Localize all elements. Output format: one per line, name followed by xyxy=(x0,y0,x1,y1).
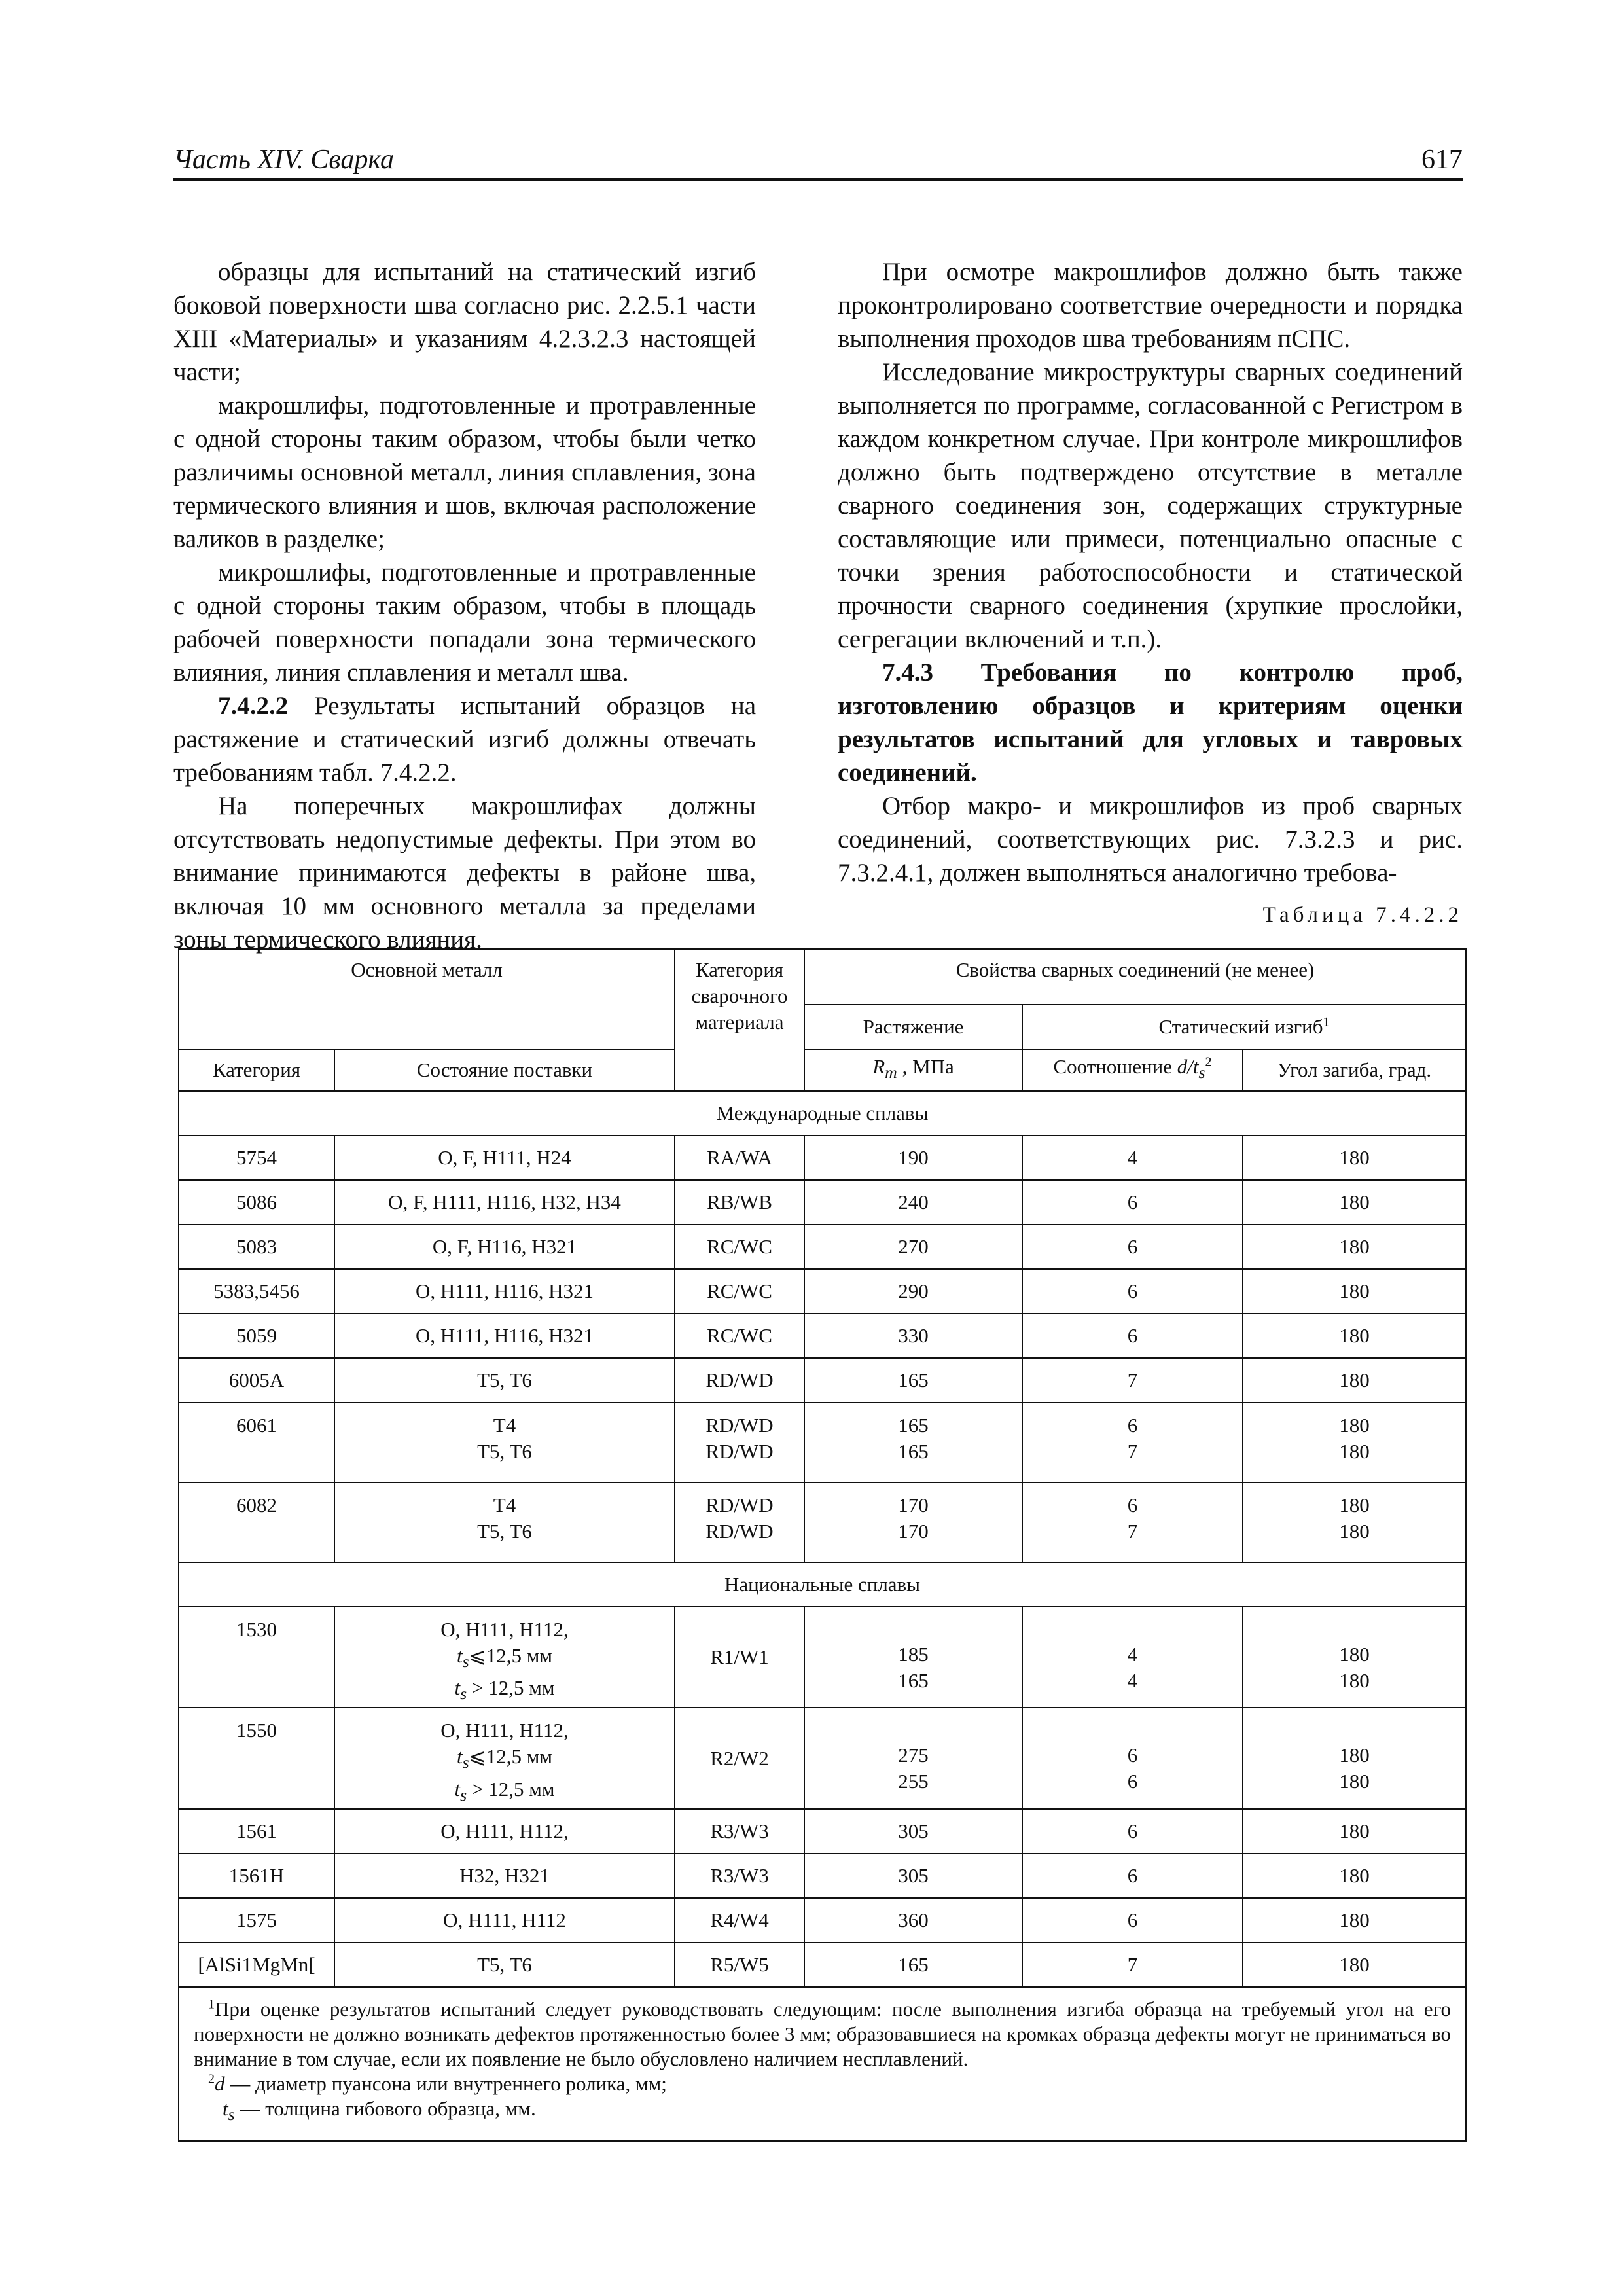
ts-sub: s xyxy=(460,1684,467,1704)
rm-symbol: R xyxy=(872,1055,885,1079)
le-sign: ⩽ xyxy=(469,1745,486,1768)
header-row-1 xyxy=(179,949,1466,1005)
header-rm xyxy=(804,1049,1022,1091)
table-row xyxy=(179,1225,1466,1269)
rm-line-2: 170 xyxy=(898,1520,929,1543)
cell-category: 5086 xyxy=(179,1180,334,1225)
state-line-3 xyxy=(339,1776,670,1808)
cell-filler xyxy=(675,1403,804,1482)
header-base-metal: Основной металл xyxy=(179,949,675,1049)
cell-angle: 180 xyxy=(1243,1225,1466,1269)
rm-unit: , МПа xyxy=(897,1055,954,1079)
rm-line-2: 165 xyxy=(898,1440,929,1463)
properties-table xyxy=(178,948,1467,2142)
state-line-3 xyxy=(339,1675,670,1707)
cell-category: 1561 xyxy=(179,1809,334,1854)
ratio-line-1: 4 xyxy=(1127,1643,1138,1666)
cell-rm: 240 xyxy=(804,1180,1022,1225)
cell-angle xyxy=(1243,1708,1466,1808)
cell-category: 1575 xyxy=(179,1898,334,1943)
cell-angle xyxy=(1243,1482,1466,1562)
table-footnotes xyxy=(179,1987,1466,2141)
footnote-ref-1: 1 xyxy=(1323,1014,1330,1030)
table-row xyxy=(179,1482,1466,1562)
cell-category: 1530 xyxy=(179,1607,334,1708)
header-bend-text: Статический изгиб xyxy=(1158,1014,1323,1038)
footnote-2-symbol: d xyxy=(215,2072,225,2095)
header-filler-category: Категория сварочного материала xyxy=(675,949,804,1091)
cell-angle: 180 xyxy=(1243,1180,1466,1225)
ts-sub: s xyxy=(462,1652,469,1672)
section-international-label: Международные сплавы xyxy=(179,1091,1466,1136)
state-line-2: T5, T6 xyxy=(477,1520,532,1543)
cell-state: O, H111, H112, xyxy=(334,1809,675,1854)
ts-le-value: 12,5 мм xyxy=(486,1745,552,1768)
ts-symbol: t xyxy=(454,1676,461,1700)
cell-angle xyxy=(1243,1607,1466,1708)
cell-state: O, H111, H116, H321 xyxy=(334,1269,675,1314)
rm-line-2: 165 xyxy=(898,1669,929,1692)
angle-line-2: 180 xyxy=(1339,1669,1370,1692)
cell-ratio: 6 xyxy=(1022,1898,1243,1943)
gt-sign: > xyxy=(471,1676,484,1700)
cell-angle: 180 xyxy=(1243,1943,1466,1987)
cell-angle: 180 xyxy=(1243,1136,1466,1180)
left-paragraph-2: макрошлифы, подготовленные и протравленные с одной стороны таким образом, чтобы были четко различимы основной металл, линия сплавления, зона термического влияния и шов, включая расположение валиков в разделке; xyxy=(173,391,756,553)
footnotes-cell xyxy=(179,1987,1466,2141)
section-heading: 7.4.3 Требования по контролю проб, изготовлению образцов и критериям оценки результатов испытаний для угловых и тавровых соединений. xyxy=(838,658,1463,787)
clause-number: 7.4.2.2 xyxy=(218,692,289,720)
header-tension: Растяжение xyxy=(804,1005,1022,1049)
cell-category: 1561H xyxy=(179,1854,334,1898)
cell-filler: R5/W5 xyxy=(675,1943,804,1987)
cell-ratio: 6 xyxy=(1022,1269,1243,1314)
ratio-sub: s xyxy=(1198,1063,1205,1083)
cell-angle: 180 xyxy=(1243,1809,1466,1854)
cell-rm xyxy=(804,1403,1022,1482)
cell-rm: 190 xyxy=(804,1136,1022,1180)
footnote-2 xyxy=(194,2072,1451,2096)
table-row xyxy=(179,1269,1466,1314)
ts-gt-value: 12,5 мм xyxy=(488,1777,555,1801)
rm-line-1: 165 xyxy=(898,1414,929,1437)
ts-sub: s xyxy=(462,1753,469,1772)
cell-filler: RC/WC xyxy=(675,1225,804,1269)
table-row xyxy=(179,1358,1466,1403)
cell-filler: R2/W2 xyxy=(675,1708,804,1808)
cell-rm: 305 xyxy=(804,1809,1022,1854)
state-line-1: T4 xyxy=(493,1414,516,1437)
state-line-1: T4 xyxy=(493,1494,516,1516)
footnote-3-symbol: t xyxy=(223,2096,228,2120)
table-row xyxy=(179,1180,1466,1225)
ratio-line-1: 6 xyxy=(1127,1414,1138,1437)
ratio-line-2: 7 xyxy=(1127,1440,1138,1463)
left-paragraph-4 xyxy=(173,689,756,789)
rm-line-1: 185 xyxy=(898,1643,929,1666)
cell-category: 6005A xyxy=(179,1358,334,1403)
footnote-1-mark: 1 xyxy=(208,1997,215,2012)
state-line-2: T5, T6 xyxy=(477,1440,532,1463)
ts-symbol: t xyxy=(457,1745,463,1768)
ratio-expr: d/t xyxy=(1177,1055,1199,1079)
cell-rm: 165 xyxy=(804,1358,1022,1403)
angle-line-2: 180 xyxy=(1339,1440,1370,1463)
cell-rm: 290 xyxy=(804,1269,1022,1314)
cell-filler: R3/W3 xyxy=(675,1809,804,1854)
cell-ratio: 7 xyxy=(1022,1358,1243,1403)
angle-line-2: 180 xyxy=(1339,1520,1370,1543)
le-sign: ⩽ xyxy=(469,1644,486,1667)
cell-state: O, H111, H116, H321 xyxy=(334,1314,675,1358)
cell-filler: R1/W1 xyxy=(675,1607,804,1708)
cell-state xyxy=(334,1403,675,1482)
cell-category: 6082 xyxy=(179,1482,334,1562)
rm-line-1: 170 xyxy=(898,1494,929,1516)
right-paragraph-1: При осмотре макрошлифов должно быть также проконтролировано соответствие очередности и порядка выполнения проходов шва требованиям пСПС. xyxy=(838,258,1463,353)
cell-filler: RA/WA xyxy=(675,1136,804,1180)
footnote-3-sub: s xyxy=(228,2104,235,2124)
footnote-1-text: При оценке результатов испытаний следует руководствовать следующим: после выполнения изгиба образца на требуемый угол на его поверхности не должно возникать дефектов протяженностью более 3 мм; образовавшиеся на кромках образца дефекты могут не приниматься во внимание в том случае, если их появление не было обусловлено наличием несплавлений. xyxy=(194,1997,1452,2070)
cell-category: 6061 xyxy=(179,1403,334,1482)
state-line-2 xyxy=(339,1643,670,1675)
cell-ratio xyxy=(1022,1482,1243,1562)
cell-rm: 360 xyxy=(804,1898,1022,1943)
table-row xyxy=(179,1314,1466,1358)
table-row xyxy=(179,1708,1466,1808)
table-row xyxy=(179,1943,1466,1987)
header-properties: Свойства сварных соединений (не менее) xyxy=(804,949,1466,1005)
angle-line-1: 180 xyxy=(1339,1744,1370,1767)
footnote-2-text: — диаметр пуансона или внутреннего ролика, мм; xyxy=(224,2072,667,2095)
footnote-1 xyxy=(194,1997,1451,2072)
running-title: Часть XIV. Сварка xyxy=(173,145,394,175)
cell-category: 5083 xyxy=(179,1225,334,1269)
angle-line-1: 180 xyxy=(1339,1643,1370,1666)
state-line-1: O, H111, H112, xyxy=(440,1618,569,1641)
cell-category: 1550 xyxy=(179,1708,334,1808)
cell-filler: RC/WC xyxy=(675,1269,804,1314)
footnote-2-mark: 2 xyxy=(208,2072,215,2087)
filler-line-1: RD/WD xyxy=(705,1494,774,1516)
ratio-line-2: 6 xyxy=(1127,1770,1138,1793)
table-row xyxy=(179,1898,1466,1943)
cell-category: 5059 xyxy=(179,1314,334,1358)
cell-rm: 305 xyxy=(804,1854,1022,1898)
cell-state: T5, T6 xyxy=(334,1358,675,1403)
cell-state: O, F, H111, H116, H32, H34 xyxy=(334,1180,675,1225)
cell-ratio: 6 xyxy=(1022,1225,1243,1269)
header-category: Категория xyxy=(179,1049,334,1091)
footnote-3-text: — толщина гибового образца, мм. xyxy=(234,2096,536,2120)
cell-category: 5754 xyxy=(179,1136,334,1180)
clause-text: Результаты испытаний образцов на растяжение и статический изгиб должны отвечать требованиям табл. 7.4.2.2. xyxy=(173,692,756,787)
cell-state xyxy=(334,1482,675,1562)
cell-ratio: 6 xyxy=(1022,1809,1243,1854)
ratio-label: Соотношение xyxy=(1053,1055,1172,1079)
cell-filler: RD/WD xyxy=(675,1358,804,1403)
cell-filler: R3/W3 xyxy=(675,1854,804,1898)
angle-line-1: 180 xyxy=(1339,1414,1370,1437)
cell-ratio: 4 xyxy=(1022,1136,1243,1180)
cell-rm xyxy=(804,1708,1022,1808)
table-row xyxy=(179,1809,1466,1854)
cell-rm: 270 xyxy=(804,1225,1022,1269)
angle-line-2: 180 xyxy=(1339,1770,1370,1793)
table-row xyxy=(179,1854,1466,1898)
cell-rm xyxy=(804,1607,1022,1708)
cell-filler xyxy=(675,1482,804,1562)
footnote-3 xyxy=(194,2096,1451,2127)
gt-sign: > xyxy=(471,1777,484,1801)
header-ratio xyxy=(1022,1049,1243,1091)
right-column xyxy=(838,255,1463,889)
right-paragraph-2: Исследование микроструктуры сварных соединений выполняется по программе, согласованной с Регистром в каждом конкретном случае. При контроле микрошлифов должно быть подтверждено отсутствие в металле сварного соединения зон, содержащих структурные составляющие или примеси, потенциально опасные с точки зрения работоспособности и статической прочности сварного соединения (хрупкие прослойки, сегрегации включений и т.п.). xyxy=(838,358,1463,653)
ts-le-value: 12,5 мм xyxy=(486,1644,552,1667)
section-international xyxy=(179,1091,1466,1136)
cell-angle: 180 xyxy=(1243,1358,1466,1403)
cell-angle: 180 xyxy=(1243,1854,1466,1898)
cell-ratio xyxy=(1022,1403,1243,1482)
table-row xyxy=(179,1607,1466,1708)
cell-rm: 330 xyxy=(804,1314,1022,1358)
table-caption: Таблица 7.4.2.2 xyxy=(1262,903,1463,927)
cell-filler: RB/WB xyxy=(675,1180,804,1225)
cell-category: [AlSi1MgMn[ xyxy=(179,1943,334,1987)
cell-state xyxy=(334,1708,675,1808)
ts-gt-value: 12,5 мм xyxy=(488,1676,555,1700)
cell-angle: 180 xyxy=(1243,1269,1466,1314)
footnote-ref-2: 2 xyxy=(1205,1055,1212,1070)
cell-state: T5, T6 xyxy=(334,1943,675,1987)
page-number: 617 xyxy=(1421,145,1463,175)
left-paragraph-5: На поперечных макрошлифах должны отсутствовать недопустимые дефекты. При этом во внимание принимаются дефекты в районе шва, включая 10 мм основного металла за пределами зоны термического влияния. xyxy=(173,792,756,954)
cell-ratio xyxy=(1022,1708,1243,1808)
section-national xyxy=(179,1562,1466,1607)
cell-state: H32, H321 xyxy=(334,1854,675,1898)
rm-line-2: 255 xyxy=(898,1770,929,1793)
cell-ratio: 7 xyxy=(1022,1943,1243,1987)
running-header xyxy=(173,139,1463,181)
header-delivery-state: Состояние поставки xyxy=(334,1049,675,1091)
header-bend xyxy=(1022,1005,1466,1049)
cell-filler: RC/WC xyxy=(675,1314,804,1358)
left-paragraph-3: микрошлифы, подготовленные и протравленные с одной стороны таким образом, чтобы в площадь рабочей поверхности попадали зона термического влияния, линия сплавления и металл шва. xyxy=(173,558,756,687)
cell-filler: R4/W4 xyxy=(675,1898,804,1943)
cell-state: O, F, H111, H24 xyxy=(334,1136,675,1180)
cell-category: 5383,5456 xyxy=(179,1269,334,1314)
cell-state xyxy=(334,1607,675,1708)
left-paragraph-1: образцы для испытаний на статический изгиб боковой поверхности шва согласно рис. 2.2.5.1 части XIII «Материалы» и указаниям 4.2.3.2.3 настоящей части; xyxy=(173,258,756,386)
left-column xyxy=(173,255,756,956)
cell-ratio: 6 xyxy=(1022,1314,1243,1358)
cell-ratio xyxy=(1022,1607,1243,1708)
rm-subscript: m xyxy=(885,1063,897,1083)
ts-symbol: t xyxy=(457,1644,463,1667)
cell-rm: 165 xyxy=(804,1943,1022,1987)
header-angle: Угол загиба, град. xyxy=(1243,1049,1466,1091)
ratio-line-2: 7 xyxy=(1127,1520,1138,1543)
state-line-1: O, H111, H112, xyxy=(440,1719,569,1742)
right-paragraph-3: Отбор макро- и микрошлифов из проб сварных соединений, соответствующих рис. 7.3.2.3 и рис. 7.3.2.4.1, должен выполняться аналогично требова- xyxy=(838,792,1463,887)
cell-state: O, H111, H112 xyxy=(334,1898,675,1943)
table-row xyxy=(179,1403,1466,1482)
cell-angle xyxy=(1243,1403,1466,1482)
cell-rm xyxy=(804,1482,1022,1562)
cell-ratio: 6 xyxy=(1022,1854,1243,1898)
filler-line-2: RD/WD xyxy=(705,1520,774,1543)
section-national-label: Национальные сплавы xyxy=(179,1562,1466,1607)
rm-line-1: 275 xyxy=(898,1744,929,1767)
ratio-line-2: 4 xyxy=(1127,1669,1138,1692)
angle-line-1: 180 xyxy=(1339,1494,1370,1516)
cell-ratio: 6 xyxy=(1022,1180,1243,1225)
cell-angle: 180 xyxy=(1243,1314,1466,1358)
ts-sub: s xyxy=(460,1785,467,1804)
ratio-line-1: 6 xyxy=(1127,1494,1138,1516)
header-row-3 xyxy=(179,1049,1466,1091)
cell-angle: 180 xyxy=(1243,1898,1466,1943)
cell-state: O, F, H116, H321 xyxy=(334,1225,675,1269)
ratio-line-1: 6 xyxy=(1127,1744,1138,1767)
filler-line-1: RD/WD xyxy=(705,1414,774,1437)
filler-line-2: RD/WD xyxy=(705,1440,774,1463)
state-line-2 xyxy=(339,1744,670,1776)
ts-symbol: t xyxy=(454,1777,461,1801)
table-row xyxy=(179,1136,1466,1180)
